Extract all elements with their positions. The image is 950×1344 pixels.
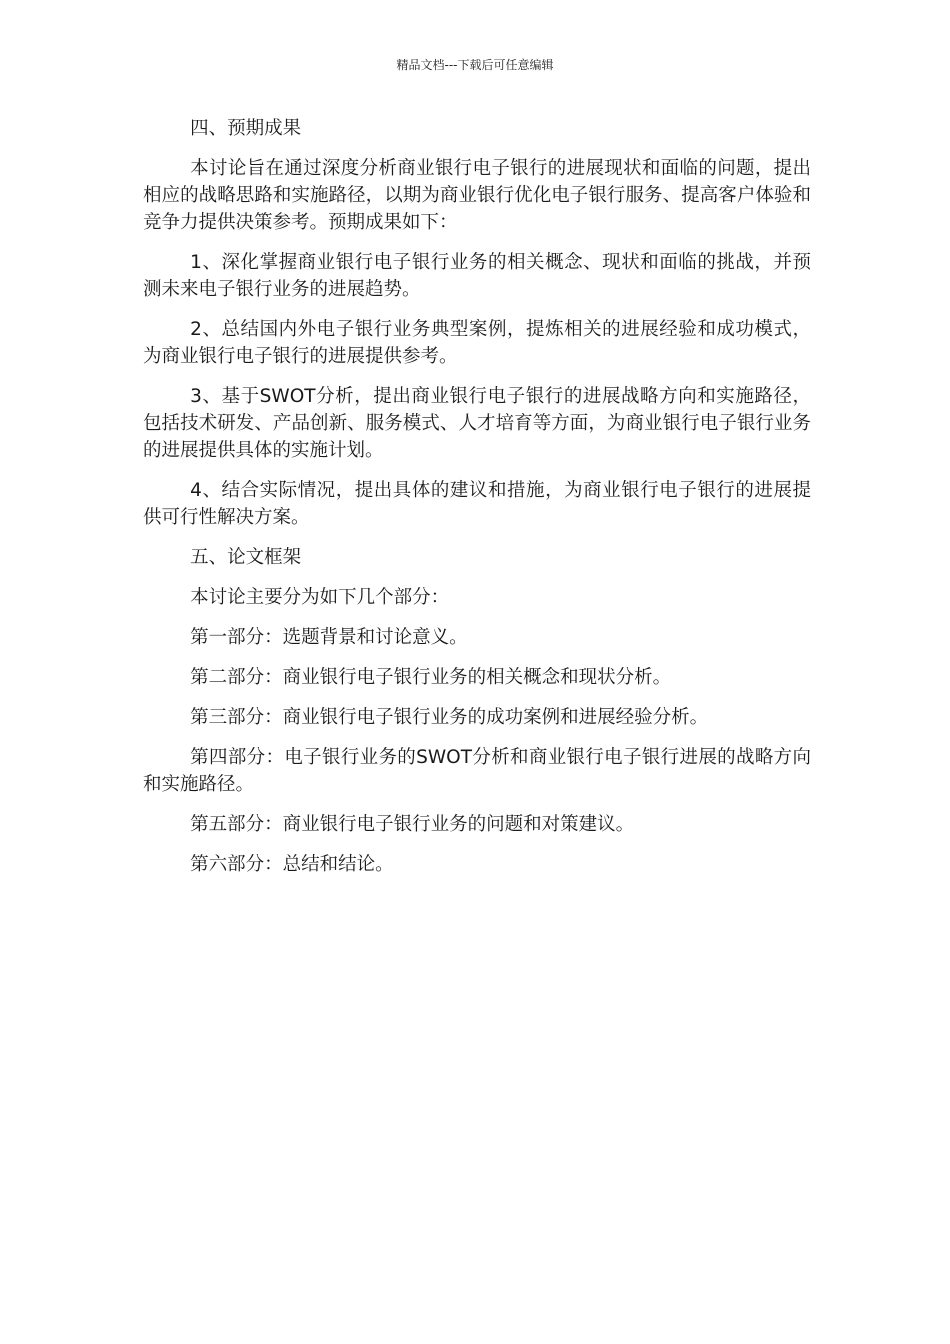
paragraph-part-6: 第六部分：总结和结论。 [190,854,394,875]
paragraph-intro: 本讨论旨在通过深度分析商业银行电子银行的进展现状和面临的问题，提出相应的战略思路和实施路径，以期为商业银行优化电子银行服务、提高客户体验和竞争力提供决策参考。预期成果如下： [143,158,811,233]
paragraph-result-1: 1、深化掌握商业银行电子银行业务的相关概念、现状和面临的挑战，并预测未来电子银行业务的进展趋势。 [143,252,811,300]
paragraph-part-1: 第一部分：选题背景和讨论意义。 [190,627,468,648]
paragraph-result-2: 2、总结国内外电子银行业务典型案例，提炼相关的进展经验和成功模式，为商业银行电子银行的进展提供参考。 [143,319,811,367]
section-heading-framework: 五、论文框架 [190,547,302,568]
paragraph-framework-intro: 本讨论主要分为如下几个部分： [190,587,450,608]
paragraph-part-3: 第三部分：商业银行电子银行业务的成功案例和进展经验分析。 [190,707,709,728]
page-header: 精品文档---下载后可任意编辑 [396,58,554,72]
section-heading-expected-results: 四、预期成果 [190,118,302,139]
paragraph-part-5: 第五部分：商业银行电子银行业务的问题和对策建议。 [190,814,635,835]
paragraph-part-2: 第二部分：商业银行电子银行业务的相关概念和现状分析。 [190,667,672,688]
paragraph-part-4: 第四部分：电子银行业务的SWOT分析和商业银行电子银行进展的战略方向和实施路径。 [143,747,811,795]
paragraph-result-3: 3、基于SWOT分析，提出商业银行电子银行的进展战略方向和实施路径，包括技术研发、产品创新、服务模式、人才培育等方面，为商业银行电子银行业务的进展提供具体的实施计划。 [143,386,811,461]
document-body [143,115,811,891]
paragraph-result-4: 4、结合实际情况，提出具体的建议和措施，为商业银行电子银行的进展提供可行性解决方案。 [143,480,811,528]
